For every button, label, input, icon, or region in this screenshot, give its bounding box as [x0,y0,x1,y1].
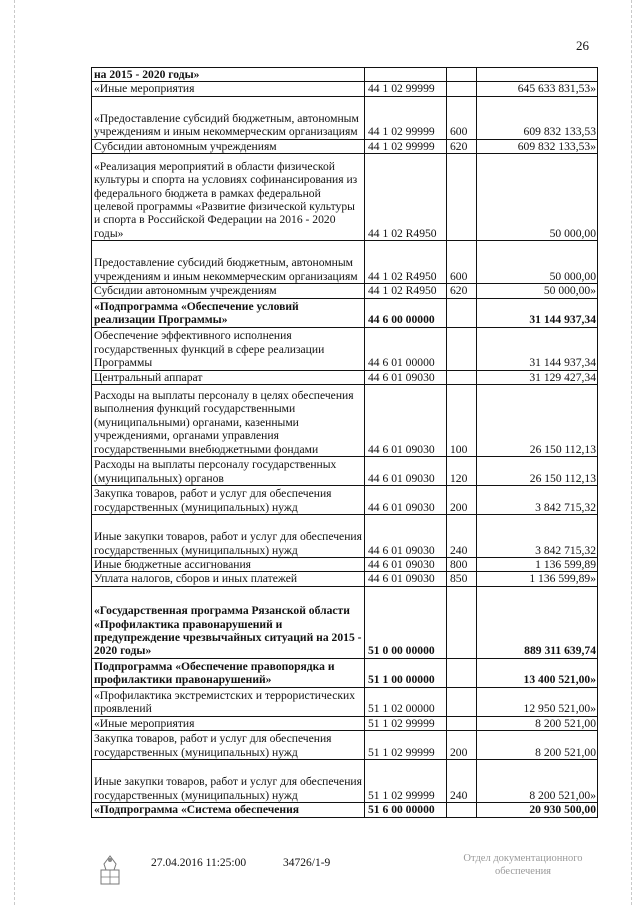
scan-margin-left [14,0,16,905]
row-type-cell: 620 [447,284,477,298]
row-type-cell: 100 [447,385,477,457]
row-type-cell: 600 [447,241,477,284]
row-type-cell [447,716,477,730]
table-row [92,385,598,457]
row-sum-cell: 8 200 521,00» [477,760,598,803]
row-type-cell [447,298,477,327]
row-type-cell: 600 [447,96,477,139]
row-sum-cell: 1 136 599,89 [477,558,598,572]
row-name-cell: Подпрограмма «Обеспечение правопорядка и профилактики правонарушений» [92,658,365,687]
footer-doc-number: 34726/1-9 [283,857,331,869]
row-type-cell [447,586,477,658]
row-name-cell: Иные бюджетные ассигнования [92,558,365,572]
table-row [92,803,598,817]
row-code-cell: 51 1 00 00000 [365,658,447,687]
row-name-cell: на 2015 - 2020 годы» [92,68,365,82]
row-name-cell: Расходы на выплаты персоналу государственных (муниципальных) органов [92,457,365,486]
row-sum-cell: 26 150 112,13 [477,385,598,457]
row-sum-cell: 3 842 715,32 [477,515,598,558]
page-number: 26 [576,38,589,53]
row-code-cell: 44 6 01 09030 [365,385,447,457]
table-row [92,82,598,96]
row-type-cell [447,687,477,716]
row-sum-cell: 50 000,00 [477,241,598,284]
row-type-cell: 620 [447,139,477,153]
row-name-cell: Субсидии автономным учреждениям [92,284,365,298]
footer-stamp: Отдел документационного обеспечения [463,853,583,877]
row-code-cell: 51 1 02 99999 [365,760,447,803]
row-sum-cell: 26 150 112,13 [477,457,598,486]
table-row [92,327,598,370]
coat-of-arms-icon [92,852,128,888]
row-code-cell: 51 1 02 99999 [365,716,447,730]
row-sum-cell: 31 129 427,34 [477,370,598,384]
row-name-cell: «Реализация мероприятий в области физической культуры и спорта на условиях софинансирования из федерального бюджета в рамках федеральной целевой программы «Развитие физической культуры и спорта в Российской Федерации на 2016 - 2020 годы» [92,154,365,241]
table-row [92,515,598,558]
table-body [92,68,598,818]
row-name-cell: «Подпрограмма «Обеспечение условий реализации Программы» [92,298,365,327]
table-row [92,731,598,760]
table-row [92,687,598,716]
row-code-cell: 44 6 01 09030 [365,370,447,384]
row-code-cell: 44 1 02 R4950 [365,284,447,298]
table-row [92,457,598,486]
row-code-cell: 44 1 02 99999 [365,139,447,153]
row-type-cell: 240 [447,515,477,558]
row-name-cell: «Государственная программа Рязанской области «Профилактика правонарушений и предупреждение чрезвычайных ситуаций на 2015 - 2020 годы» [92,586,365,658]
row-name-cell: «Предоставление субсидий бюджетным, автономным учреждениям и иным некоммерческим организациям [92,96,365,139]
row-sum-cell: 609 832 133,53» [477,139,598,153]
row-type-cell: 240 [447,760,477,803]
row-sum-cell: 50 000,00» [477,284,598,298]
row-code-cell: 44 1 02 R4950 [365,241,447,284]
row-sum-cell: 609 832 133,53 [477,96,598,139]
row-name-cell: «Иные мероприятия [92,716,365,730]
row-code-cell [365,68,447,82]
row-code-cell: 51 1 02 99999 [365,731,447,760]
table-row [92,154,598,241]
table-row [92,586,598,658]
row-name-cell: «Иные мероприятия [92,82,365,96]
row-code-cell: 44 6 01 09030 [365,457,447,486]
row-sum-cell [477,68,598,82]
row-name-cell: Центральный аппарат [92,370,365,384]
row-type-cell: 200 [447,486,477,515]
row-code-cell: 44 1 02 R4950 [365,154,447,241]
row-sum-cell: 8 200 521,00 [477,716,598,730]
row-name-cell: «Подпрограмма «Система обеспечения [92,803,365,817]
table-row [92,486,598,515]
row-sum-cell: 31 144 937,34 [477,327,598,370]
row-sum-cell: 20 930 500,00 [477,803,598,817]
row-type-cell [447,154,477,241]
table-row [92,139,598,153]
row-code-cell: 44 6 01 09030 [365,486,447,515]
row-sum-cell: 1 136 599,89» [477,572,598,586]
row-sum-cell: 889 311 639,74 [477,586,598,658]
row-name-cell: Закупка товаров, работ и услуг для обеспечения государственных (муниципальных) нужд [92,486,365,515]
table-row [92,572,598,586]
row-type-cell [447,658,477,687]
row-code-cell: 51 1 02 00000 [365,687,447,716]
table-row [92,558,598,572]
row-type-cell [447,803,477,817]
row-type-cell [447,327,477,370]
table-row [92,284,598,298]
row-name-cell: Иные закупки товаров, работ и услуг для обеспечения государственных (муниципальных) нужд [92,515,365,558]
table-row [92,68,598,82]
row-name-cell: Иные закупки товаров, работ и услуг для обеспечения государственных (муниципальных) нужд [92,760,365,803]
table-row [92,658,598,687]
table-row [92,716,598,730]
row-sum-cell: 12 950 521,00» [477,687,598,716]
row-type-cell [447,68,477,82]
row-code-cell: 44 6 01 09030 [365,515,447,558]
row-sum-cell: 31 144 937,34 [477,298,598,327]
row-sum-cell: 645 633 831,53» [477,82,598,96]
row-code-cell: 51 6 00 00000 [365,803,447,817]
row-name-cell: Уплата налогов, сборов и иных платежей [92,572,365,586]
row-name-cell: Предоставление субсидий бюджетным, автономным учреждениям и иным некоммерческим организациям [92,241,365,284]
row-type-cell: 120 [447,457,477,486]
row-code-cell: 44 6 01 09030 [365,572,447,586]
row-name-cell: Расходы на выплаты персоналу в целях обеспечения выполнения функций государственными (муниципальными) органами, казенными учреждениями, органами управления государственными внебюджетными фондами [92,385,365,457]
budget-table [91,67,598,818]
row-sum-cell: 13 400 521,00» [477,658,598,687]
row-code-cell: 44 6 01 09030 [365,558,447,572]
row-code-cell: 44 6 00 00000 [365,298,447,327]
row-name-cell: Субсидии автономным учреждениям [92,139,365,153]
row-code-cell: 44 6 01 00000 [365,327,447,370]
scan-margin-right [631,0,633,905]
row-type-cell: 850 [447,572,477,586]
row-code-cell: 51 0 00 00000 [365,586,447,658]
row-name-cell: «Профилактика экстремистских и террористических проявлений [92,687,365,716]
row-name-cell: Закупка товаров, работ и услуг для обеспечения государственных (муниципальных) нужд [92,731,365,760]
table-row [92,96,598,139]
table-row [92,760,598,803]
row-sum-cell: 50 000,00 [477,154,598,241]
row-code-cell: 44 1 02 99999 [365,96,447,139]
row-type-cell: 200 [447,731,477,760]
table-row [92,298,598,327]
table-row [92,370,598,384]
row-type-cell [447,82,477,96]
row-code-cell: 44 1 02 99999 [365,82,447,96]
row-type-cell [447,370,477,384]
row-name-cell: Обеспечение эффективного исполнения государственных функций в сфере реализации Программы [92,327,365,370]
row-type-cell: 800 [447,558,477,572]
row-sum-cell: 3 842 715,32 [477,486,598,515]
row-sum-cell: 8 200 521,00 [477,731,598,760]
footer-date: 27.04.2016 11:25:00 [151,857,247,869]
table-row [92,241,598,284]
